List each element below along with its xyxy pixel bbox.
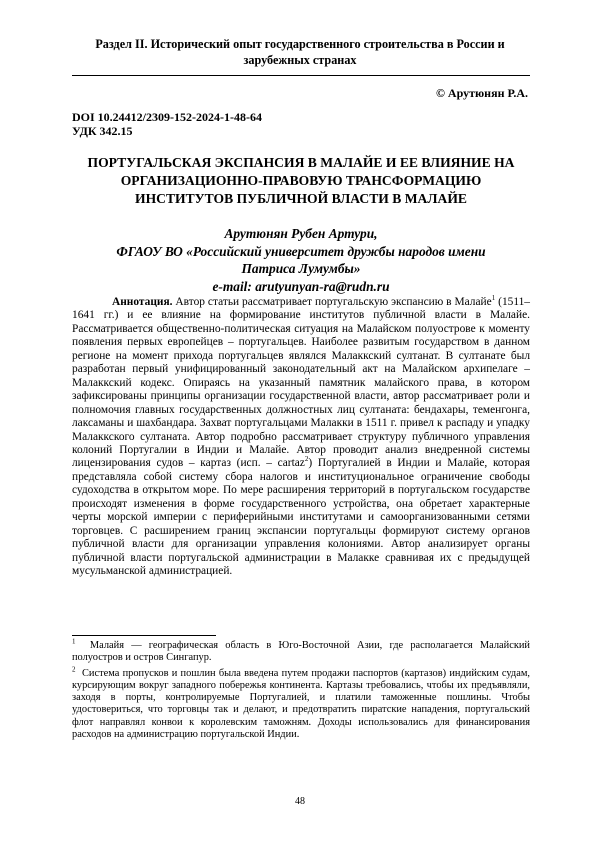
author-email: e-mail: arutyunyan-ra@rudn.ru (212, 278, 390, 294)
author-name: Арутюнян Рубен Артури, (224, 226, 378, 241)
article-identifiers (72, 110, 262, 138)
article-title: ПОРТУГАЛЬСКАЯ ЭКСПАНСИЯ В МАЛАЙЕ И ЕЕ ВЛИЯНИЕ НА ОРГАНИЗАЦИОННО-ПРАВОВУЮ ТРАНСФОРМАЦИЮ ИНСТИТУТОВ ПУБЛИЧНОЙ ВЛАСТИ В МАЛАЙЕ (87, 155, 515, 206)
footnote-divider (72, 635, 216, 636)
footnote-ref-1[interactable]: 1 (491, 294, 496, 303)
footnotes (72, 637, 530, 744)
footnote-2 (72, 665, 530, 742)
running-head: Раздел II. Исторический опыт государственного строительства в России и зарубежных странах (95, 37, 505, 67)
doi: DOI 10.24412/2309-152-2024-1-48-64 (72, 110, 262, 124)
header-divider (72, 75, 530, 76)
udc: УДК 342.15 (72, 124, 133, 138)
author-affiliation-cont: Патриса Лумумбы» (241, 261, 361, 276)
footnote-marker: 2 (72, 665, 76, 674)
footnote-1 (72, 637, 530, 665)
footnote-text: Малайя — географическая область в Юго-Восточной Азии, где располагается Малайский полуостров и остров Сингапур. (72, 640, 530, 664)
abstract-text-3: ) Португалией в Индии и Малайе, которая представляла собой систему сбора налогов и институциональное ограничение свободы судоходства в открытом море. По мере расширения территорий в португальском государстве происходят изменения в форме государственного устройства, она обретает характерные черты морской империи с периферийными институтами и самоорганизованными сетями торговцев. С расширением границ экспансии португальцы формируют систему органов публичной власти для организации управления колониями. Автор анализирует органы публичной власти португальской администрации в Малакке сравнивая их с предыдущей мусульманской администрацией. (72, 457, 530, 578)
abstract-text-2: (1511–1641 гг.) и ее влияние на формирование институтов публичной власти в Малайе. Рассматривается общественно-политическая ситуация на Малайском полуострове к моменту появления первых европейцев – португальцев. Наиболее развитым государством в данном регионе на момент прихода португальцев являлся Малаккский султанат. В султанате был разработан первый унифицированный законодательный акт на Малайском архипелаге – Малаккский кодекс. Опираясь на указанный памятник малайского права, в котором зафиксированы принципы организации государственной власти, автор рассматривает роли и полномочия главных государственных должностных лиц султаната: бендахары, теменгонга, лаксаманы и шахбандара. Захват португальцами Малакки в 1511 г. привел к распаду и упадку Малаккского султаната. Автор подробно рассматривает структуру публичного управления колоний Португалии в Индии и Малайе. Автор проводит анализ внедренной системы лицензирования судов – картаз (исп. – cartaz (72, 296, 530, 470)
footnote-text: Система пропусков и пошлин была введена путем продажи паспортов (картазов) индийским судам, курсирующим вокруг западного побережья континента. Картазы требовались, чтобы их предъявляли, заходя в порты, контролируемые Португалией, и платили таможенные пошлины. Чтобы удостовериться, что торговцы так и делают, и предотвратить пиратские нападения, португальский флот направлял конвои к королевским таможням. Доходы использовались для финансирования расходов на администрацию португальской Индии. (72, 667, 530, 741)
footnote-marker: 1 (72, 637, 76, 646)
author-block (72, 225, 530, 295)
copyright-line: © Арутюнян Р.А. (435, 86, 528, 100)
abstract (72, 296, 530, 579)
page-number: 48 (295, 796, 305, 807)
abstract-label: Аннотация. (112, 296, 173, 308)
abstract-text-1: Автор статьи рассматривает португальскую экспансию в Малайе (172, 296, 492, 308)
footnote-ref-2[interactable]: 2 (304, 455, 309, 464)
author-affiliation: ФГАОУ ВО «Российский университет дружбы народов имени (116, 243, 486, 259)
